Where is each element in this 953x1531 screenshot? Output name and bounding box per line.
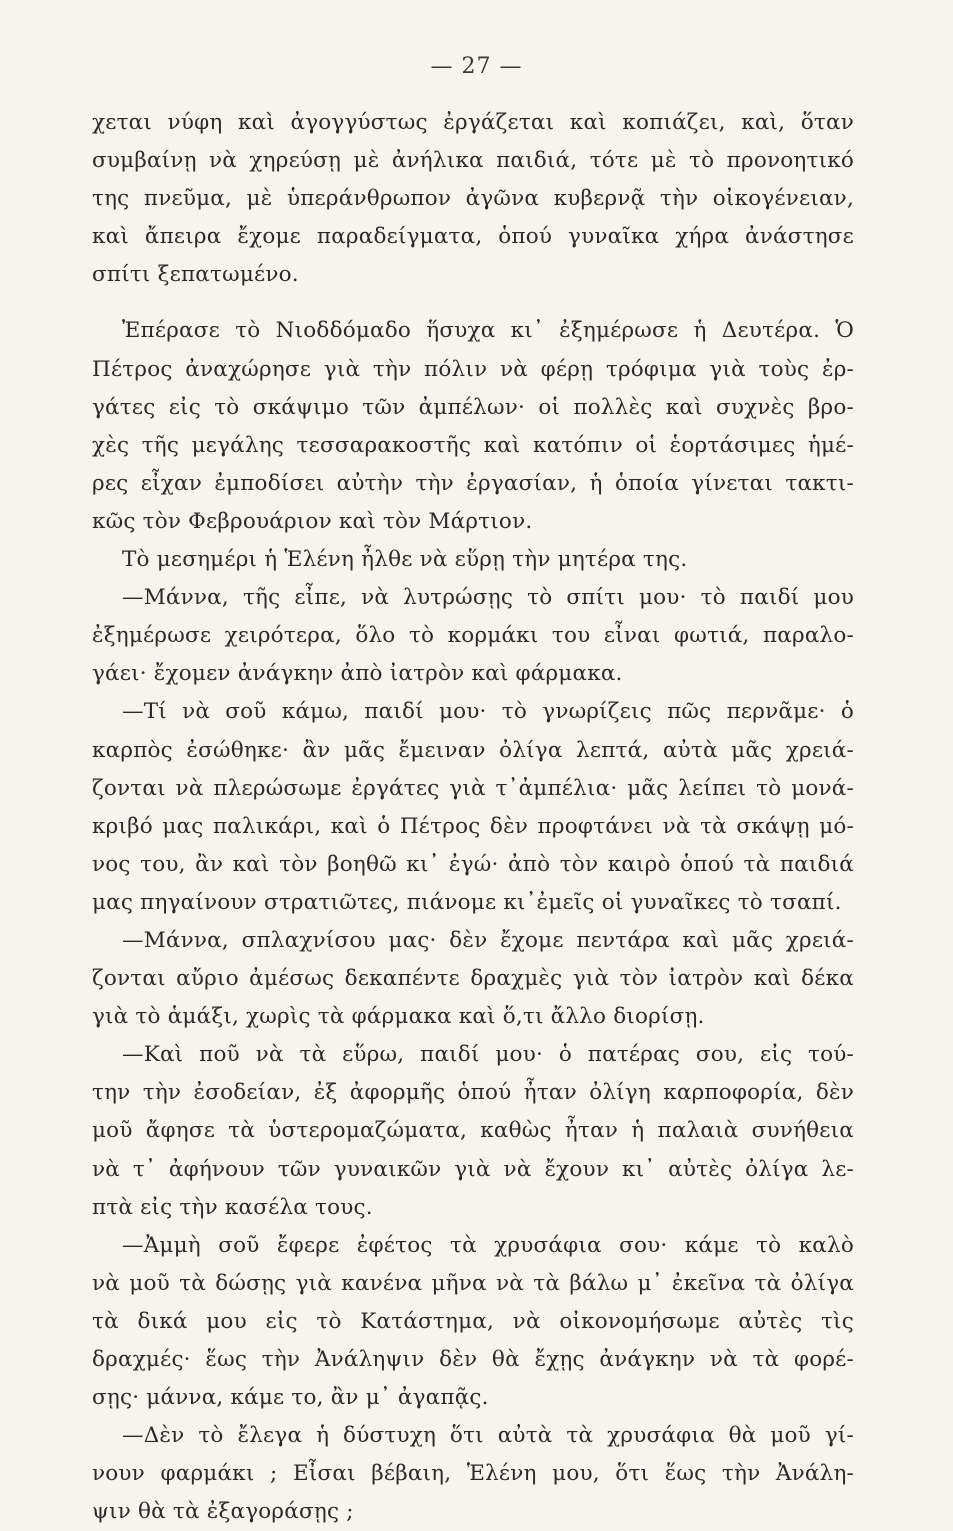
text-line: νος του, ἂν καὶ τὸν βοηθῶ κι᾽ ἐγώ· ἀπὸ τὸν καιρὸ ὁπού τὰ παιδιά (92, 851, 854, 877)
text-line: σῃς· μάννα, κάμε το, ἂν μ᾽ ἀγαπᾷς. (92, 1385, 489, 1411)
text-line: πτὰ εἰς τὴν κασέλα τους. (92, 1194, 373, 1220)
text-line: χὲς τῆς μεγάλης τεσσαρακοστῆς καὶ κατόπιν οἱ ἑορτάσιμες ἡμέ- (92, 432, 854, 458)
text-line: Ἐπέρασε τὸ Νιοδδόμαδο ἥσυχα κι᾽ ἐξημέρωσε ἡ Δευτέρα. Ὁ (122, 318, 854, 344)
text-line: δραχμές· ἕως τὴν Ἀνάληψιν δὲν θὰ ἔχῃς ἀνάγκην νὰ τὰ φορέ- (92, 1347, 854, 1372)
text-line: κριβό μας παλικάρι, καὶ ὁ Πέτρος δὲν προφτάνει νὰ τὰ σκάψῃ μό- (92, 813, 854, 839)
text-line: ρες εἶχαν ἐμποδίσει αὐτὴν τὴν ἐργασίαν, ἡ ὁποία γίνεται τακτι- (92, 470, 854, 496)
text-line: γιὰ τὸ ἁμάξι, χωρὶς τὰ φάρμακα καὶ ὅ,τι ἄλλο διορίσῃ. (92, 1004, 705, 1030)
text-line: καρπὸς ἐσώθηκε· ἂν μᾶς ἔμειναν ὀλίγα λεπτά, αὐτὰ μᾶς χρειά- (92, 737, 854, 763)
text-line: συμβαίνῃ νὰ χηρεύσῃ μὲ ἀνήλικα παιδιά, τότε μὲ τὸ προνοητικό (92, 148, 854, 174)
text-line: χεται νύφη καὶ ἀγογγύστως ἐργάζεται καὶ κοπιάζει, καὶ, ὅταν (92, 110, 854, 135)
text-line: μας πηγαίνουν στρατιῶτες, πιάνομε κι᾽ἐμεῖς οἱ γυναῖκες τὸ τσαπί. (92, 889, 842, 915)
text-line: τὰ δικά μου εἰς τὸ Κατάστημα, νὰ οἰκονομήσωμε αὐτὲς τὶς (92, 1308, 854, 1334)
page-number: — 27 — (430, 54, 523, 79)
text-line: κῶς τὸν Φεβρουάριον καὶ τὸν Μάρτιον. (92, 508, 533, 534)
text-line: ζονται αὔριο ἀμέσως δεκαπέντε δραχμὲς γιὰ τὸν ἰατρὸν καὶ δέκα (92, 966, 854, 992)
text-line: —Καὶ ποῦ νὰ τὰ εὕρω, παιδί μου· ὁ πατέρας σου, εἰς τού- (122, 1042, 854, 1068)
text-line: καὶ ἄπειρα ἔχομε παραδείγματα, ὁπού γυναῖκα χήρα ἀνάστησε (92, 224, 854, 250)
text-line: —Ἀμμὴ σοῦ ἔφερε ἐφέτος τὰ χρυσάφια σου· κάμε τὸ καλὸ (122, 1232, 854, 1258)
text-line: Τὸ μεσημέρι ἡ Ἑλένη ἦλθε νὰ εὕρῃ τὴν μητέρα της. (122, 547, 688, 573)
text-line: νουν φαρμάκι ; Εἶσαι βέβαιη, Ἑλένη μου, ὅτι ἕως τὴν Ἀνάλη- (92, 1461, 854, 1487)
text-line: ψιν θὰ τὰ ἐξαγοράσῃς ; (92, 1499, 354, 1525)
text-line: γάει· ἔχομεν ἀνάγκην ἀπὸ ἰατρὸν καὶ φάρμακα. (92, 661, 623, 687)
text-line: μοῦ ἄφησε τὰ ὑστερομαζώματα, καθὼς ἦταν ἡ παλαιὰ συνήθεια (92, 1118, 854, 1144)
text-line: ἐξημέρωσε χειρότερα, ὅλο τὸ κορμάκι του εἶναι φωτιά, παραλο- (92, 623, 854, 649)
text-line: —Μάννα, σπλαχνίσου μας· δὲν ἔχομε πεντάρα καὶ μᾶς χρειά- (122, 927, 854, 953)
text-line: ζονται νὰ πλερώσωμε ἐργάτες γιὰ τ᾽ἀμπέλια· μᾶς λείπει τὸ μονά- (92, 775, 854, 801)
text-line: νὰ μοῦ τὰ δώσῃς γιὰ κανένα μῆνα νὰ τὰ βάλω μ᾽ ἐκεῖνα τὰ ὀλίγα (92, 1270, 854, 1296)
text-line: —Μάννα, τῆς εἶπε, νὰ λυτρώσῃς τὸ σπίτι μου· τὸ παιδί μου (122, 585, 854, 611)
text-line: —Τί νὰ σοῦ κάμω, παιδί μου· τὸ γνωρίζεις πῶς περνᾶμε· ὁ (122, 699, 854, 725)
text-line: της πνεῦμα, μὲ ὑπεράνθρωπον ἀγῶνα κυβερνᾷ τὴν οἰκογένειαν, (92, 186, 854, 212)
text-line: σπίτι ξεπατωμένο. (92, 262, 299, 288)
text-line: Πέτρος ἀναχώρησε γιὰ τὴν πόλιν νὰ φέρῃ τρόφιμα γιὰ τοὺς ἐρ- (92, 356, 854, 382)
text-line: νὰ τ᾽ ἀφήνουν τῶν γυναικῶν γιὰ νὰ ἔχουν κι᾽ αὐτὲς ὀλίγα λε- (92, 1156, 854, 1182)
text-line: —Δὲν τὸ ἔλεγα ἡ δύστυχη ὅτι αὐτὰ τὰ χρυσάφια θὰ μοῦ γί- (122, 1423, 854, 1449)
text-line: την τὴν ἐσοδείαν, ἐξ ἀφορμῆς ὁπού ἦταν ὀλίγη καρποφορία, δὲν (92, 1080, 854, 1106)
body-text (92, 104, 854, 1531)
text-line: γάτες εἰς τὸ σκάψιμο τῶν ἀμπέλων· οἱ πολλὲς καὶ συχνὲς βρο- (92, 394, 854, 420)
